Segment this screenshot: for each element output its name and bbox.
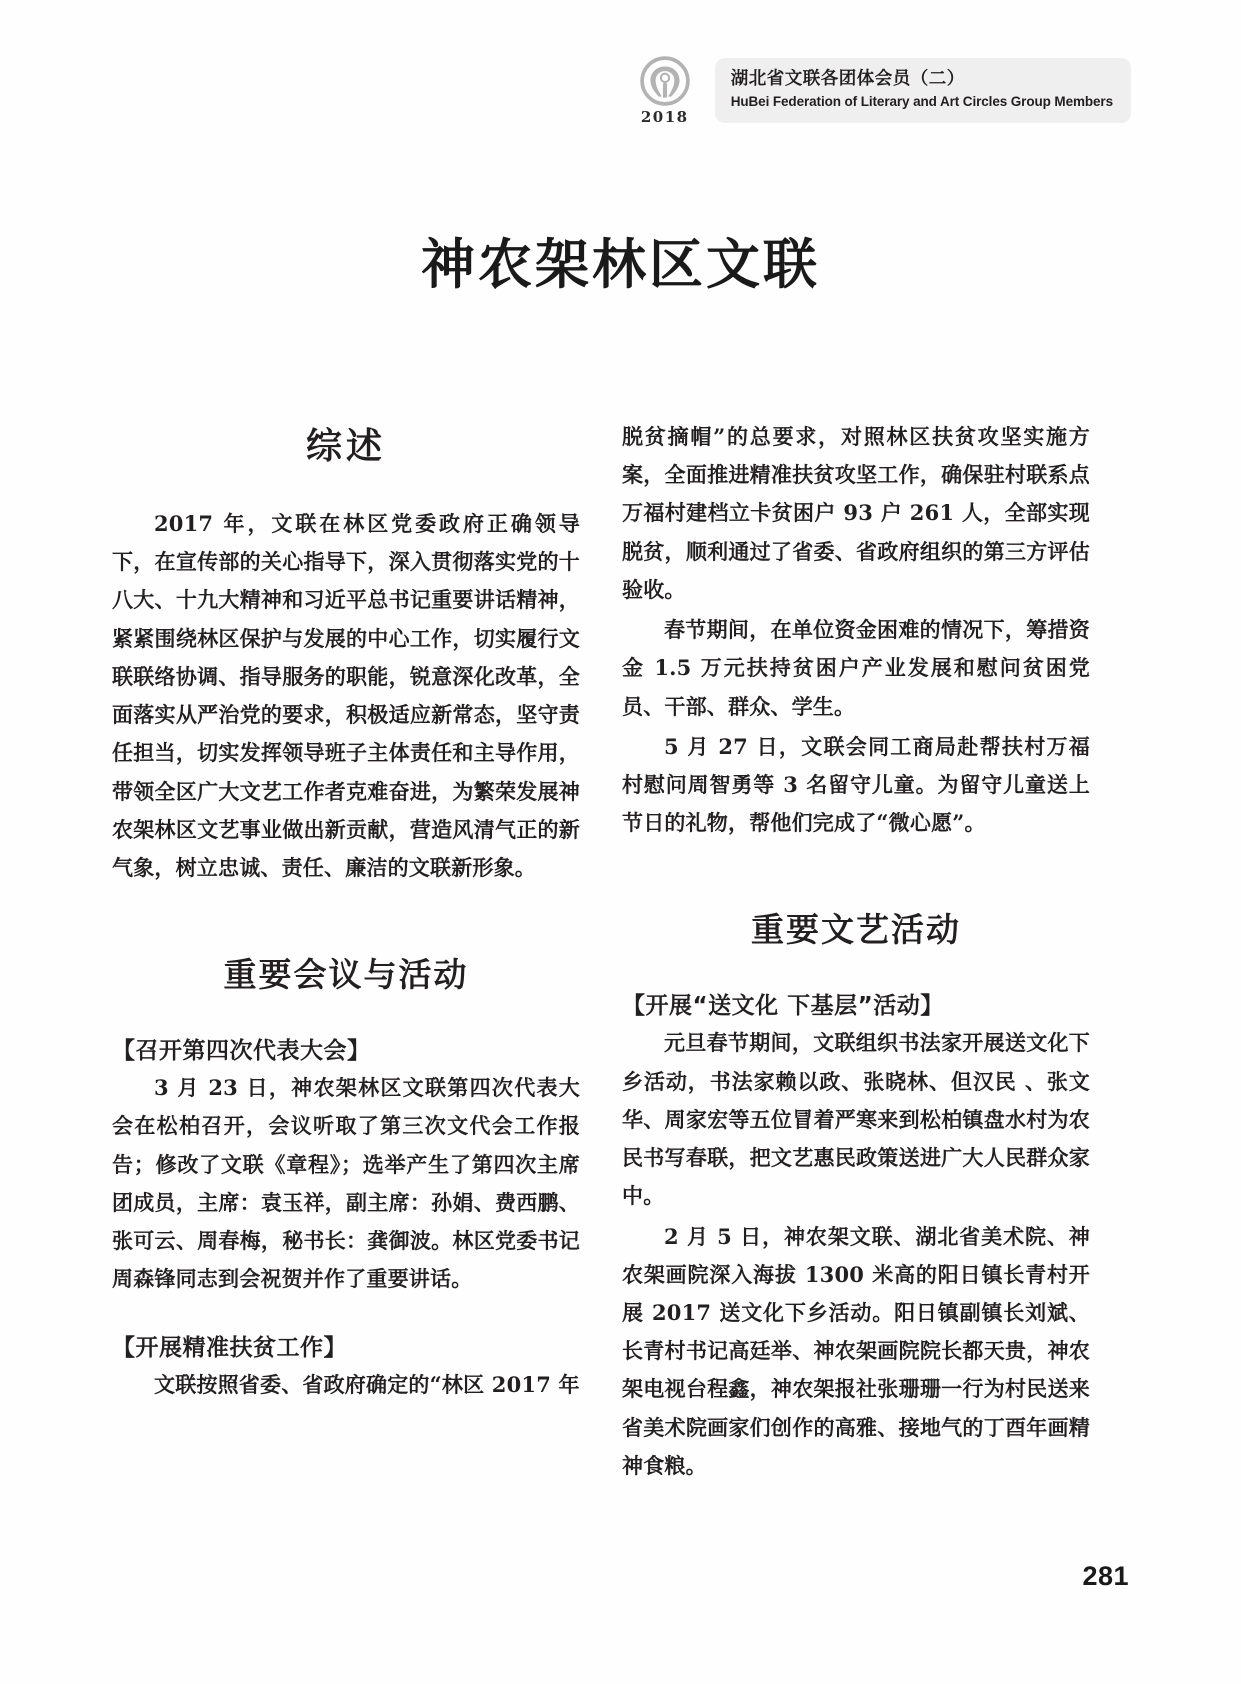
poverty-paragraph-start: 文联按照省委、省政府确定的“林区 2017 年 bbox=[154, 1371, 580, 1397]
running-header-title-cn: 湖北省文联各团体会员（二） bbox=[730, 69, 965, 90]
federation-logo bbox=[629, 55, 701, 126]
running-header-pill bbox=[715, 58, 1131, 123]
running-header bbox=[629, 55, 1131, 126]
section-heading-art-activities: 重要文艺活动 bbox=[751, 910, 961, 950]
culture-outreach-paragraph: 元旦春节期间，文联组织书法家开展送文化下乡活动，书法家赖以政、张晓林、但汉民 、张文华、周家宏等五位冒着严寒来到松柏镇盘水村为农民书写春联，把文艺惠民政策送进广大人民群众家中。 bbox=[622, 1030, 1090, 1209]
running-header-title-en: HuBei Federation of Literary and Art Circles Group Members bbox=[730, 94, 1113, 110]
spring-festival-paragraph: 春节期间，在单位资金困难的情况下，筹措资金 1.5 万元扶持贫困户产业发展和慰问贫困党员、干部、群众、学生。 bbox=[622, 617, 1090, 719]
congress-paragraph: 3 月 23 日，神农架林区文联第四次代表大会在松柏召开，会议听取了第三次文代会工作报告；修改了文联《章程》；选举产生了第四次主席团成员，主席：袁玉祥，副主席：孙娟、费西鹏、张可云、周春梅，秘书长：龚御波。林区党委书记周森锋同志到会祝贺并作了重要讲话。 bbox=[112, 1075, 580, 1292]
section-heading-overview: 综述 bbox=[305, 425, 386, 467]
right-column bbox=[622, 418, 1090, 1487]
feb5-paragraph: 2 月 5 日，神农架文联、湖北省美术院、神农架画院深入海拔 1300 米高的阳日镇长青村开展 2017 送文化下乡活动。阳日镇副镇长刘斌、长青村书记高廷举、神农架画院院长都天贵，神农架电视台程鑫，神农架报社张珊珊一行为村民送来省美术院画家们创作的高雅、接地气的丁酉年画精神食粮。 bbox=[622, 1223, 1090, 1478]
subsection-heading-congress: 【召开第四次代表大会】 bbox=[112, 1038, 371, 1065]
overview-paragraph: 2017 年，文联在林区党委政府正确领导下，在宣传部的关心指导下，深入贯彻落实党的十八大、十九大精神和习近平总书记重要讲话精神，紧紧围绕林区保护与发展的中心工作，切实履行文联联络协调、指导服务的职能，锐意深化改革，全面落实从严治党的要求，积极适应新常态，坚守责任担当，切实发挥领导班子主体责任和主导作用，带领全区广大文艺工作者克难奋进，为繁荣发展神农架林区文艺事业做出新贡献，营造风清气正的新气象，树立忠诚、责任、廉洁的文联新形象。 bbox=[112, 511, 580, 880]
page-title: 神农架林区文联 bbox=[421, 232, 820, 297]
left-column bbox=[112, 418, 580, 1487]
poverty-paragraph-continued: 脱贫摘帽”的总要求，对照林区扶贫攻坚实施方案，全面推进精准扶贫攻坚工作，确保驻村联系点万福村建档立卡贫困户 93 户 261 人，全部实现脱贫，顺利通过了省委、省政府组织的第三方评估验收。 bbox=[622, 424, 1090, 602]
content-columns bbox=[112, 418, 1132, 1487]
subsection-heading-poverty: 【开展精准扶贫工作】 bbox=[112, 1334, 347, 1361]
may27-paragraph: 5 月 27 日，文联会同工商局赴帮扶村万福村慰问周智勇等 3 名留守儿童。为留守儿童送上节日的礼物，帮他们完成了“微心愿”。 bbox=[622, 733, 1090, 836]
page-number: 281 bbox=[1082, 1561, 1129, 1591]
logo-year: 2018 bbox=[640, 108, 689, 126]
federation-emblem-icon bbox=[639, 55, 691, 107]
section-heading-meetings: 重要会议与活动 bbox=[223, 955, 469, 995]
subsection-heading-culture-outreach: 【开展“送文化 下基层”活动】 bbox=[622, 993, 944, 1020]
